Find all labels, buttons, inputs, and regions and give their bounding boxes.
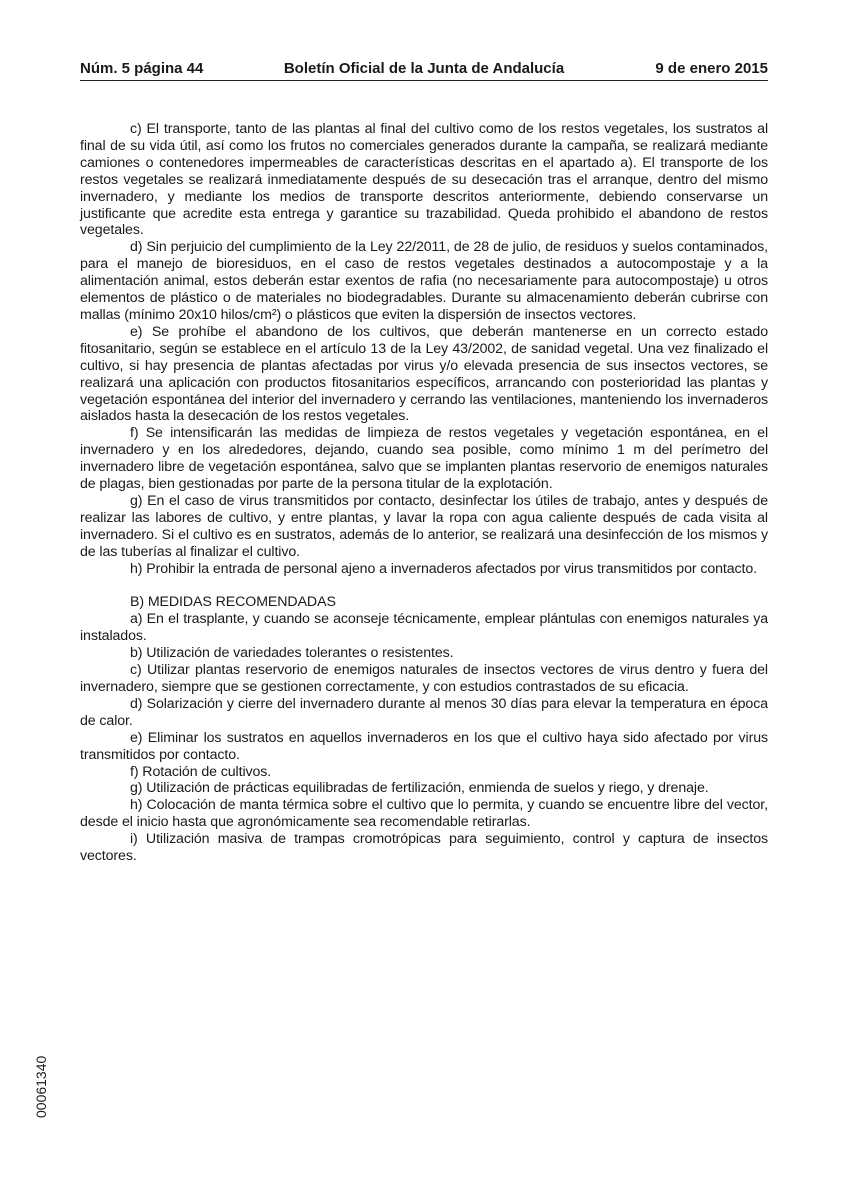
paragraph: a) En el trasplante, y cuando se aconseje técnicamente, emplear plántulas con enemigos naturales ya instalados. bbox=[80, 611, 768, 645]
paragraph: g) En el caso de virus transmitidos por contacto, desinfectar los útiles de trabajo, antes y después de realizar las labores de cultivo, y entre plantas, y lavar la ropa con agua caliente después de cada visita al invernadero. Si el cultivo es en sustratos, además de lo anterior, se realizará una desinfección de los mismos y de las tuberías al finalizar el cultivo. bbox=[80, 492, 768, 560]
paragraph: d) Sin perjuicio del cumplimiento de la Ley 22/2011, de 28 de julio, de residuos y suelos contaminados, para el manejo de bioresiduos, en el caso de restos vegetales destinados a autocompostaje y a la alimentación animal, estos deberán estar exentos de rafia (no necesariamente para autocompostaje) u otros elementos de plástico o de materiales no biodegradables. Durante su almacenamiento deberán cubrirse con mallas (mínimo 20x10 hilos/cm²) o plásticos que eviten la dispersión de insectos vectores. bbox=[80, 239, 768, 323]
paragraph: e) Eliminar los sustratos en aquellos invernaderos en los que el cultivo haya sido afectado por virus transmitidos por contacto. bbox=[80, 729, 768, 763]
document-code: 00061340 bbox=[33, 1055, 49, 1118]
paragraph: h) Prohibir la entrada de personal ajeno a invernaderos afectados por virus transmitidos por contacto. bbox=[130, 560, 758, 577]
header-rule bbox=[80, 80, 768, 81]
paragraph: g) Utilización de prácticas equilibradas de fertilización, enmienda de suelos y riego, y drenaje. bbox=[130, 780, 709, 797]
paragraph: c) El transporte, tanto de las plantas al final del cultivo como de los restos vegetales, los sustratos al final de su vida útil, así como los frutos no comerciales generados durante la campaña, se realizará mediante camiones o contenedores impermeables de características descritas en el apartado a). El transporte de los restos vegetales se realizará inmediatamente después de su desecación tras el arranque, dentro del mismo invernadero, y mediante los medios de transporte descritos anteriormente, debiendo conservarse un justificante que acredite esta entrega y garantice su trazabilidad. Queda prohibido el abandono de restos vegetales. bbox=[80, 121, 768, 239]
paragraph: b) Utilización de variedades tolerantes o resistentes. bbox=[130, 645, 454, 662]
section-heading: B) MEDIDAS RECOMENDADAS bbox=[130, 594, 336, 611]
paragraph: c) Utilizar plantas reservorio de enemigos naturales de insectos vectores de virus dentro y fuera del invernadero, siempre que se gestionen correctamente, y con estudios contrastados de su eficacia. bbox=[80, 662, 768, 695]
paragraph: h) Colocación de manta térmica sobre el cultivo que lo permita, y cuando se encuentre libre del vector, desde el inicio hasta que agronómicamente sea recomendable retirarlas. bbox=[80, 797, 768, 831]
publication-title: Boletín Oficial de la Junta de Andalucía bbox=[283, 60, 565, 77]
paragraph: d) Solarización y cierre del invernadero durante al menos 30 días para elevar la temperatura en época de calor. bbox=[80, 695, 768, 729]
paragraph: i) Utilización masiva de trampas cromotrópicas para seguimiento, control y captura de insectos vectores. bbox=[80, 831, 768, 865]
paragraph: f) Se intensificarán las medidas de limpieza de restos vegetales y vegetación espontánea, en el invernadero y en los alrededores, dejando, cuando sea posible, como mínimo 1 m del perímetro del invernadero libre de vegetación espontánea, salvo que se implanten plantas reservorio de enemigos naturales de plagas, bien gestionadas por parte de la persona titular de la explotación. bbox=[80, 425, 768, 493]
paragraph: f) Rotación de cultivos. bbox=[130, 763, 272, 780]
paragraph: e) Se prohíbe el abandono de los cultivos, que deberán mantenerse en un correcto estado fitosanitario, según se establece en el artículo 13 de la Ley 43/2002, de sanidad vegetal. Una vez finalizado el cultivo, si hay presencia de plantas afectadas por virus y/o elevada presencia de sus insectos vectores, se realizará una aplicación con productos fitosanitarios específicos, arrancando con posterioridad las plantas y vegetación espontánea del interior del invernadero y cerrando las ventilaciones, manteniendo los invernaderos aislados hasta la desecación de los restos vegetales. bbox=[80, 323, 768, 425]
publication-date: 9 de enero 2015 bbox=[655, 60, 768, 77]
page-header bbox=[80, 60, 768, 80]
document-body bbox=[80, 121, 768, 865]
issue-page-number: Núm. 5 página 44 bbox=[80, 60, 204, 77]
